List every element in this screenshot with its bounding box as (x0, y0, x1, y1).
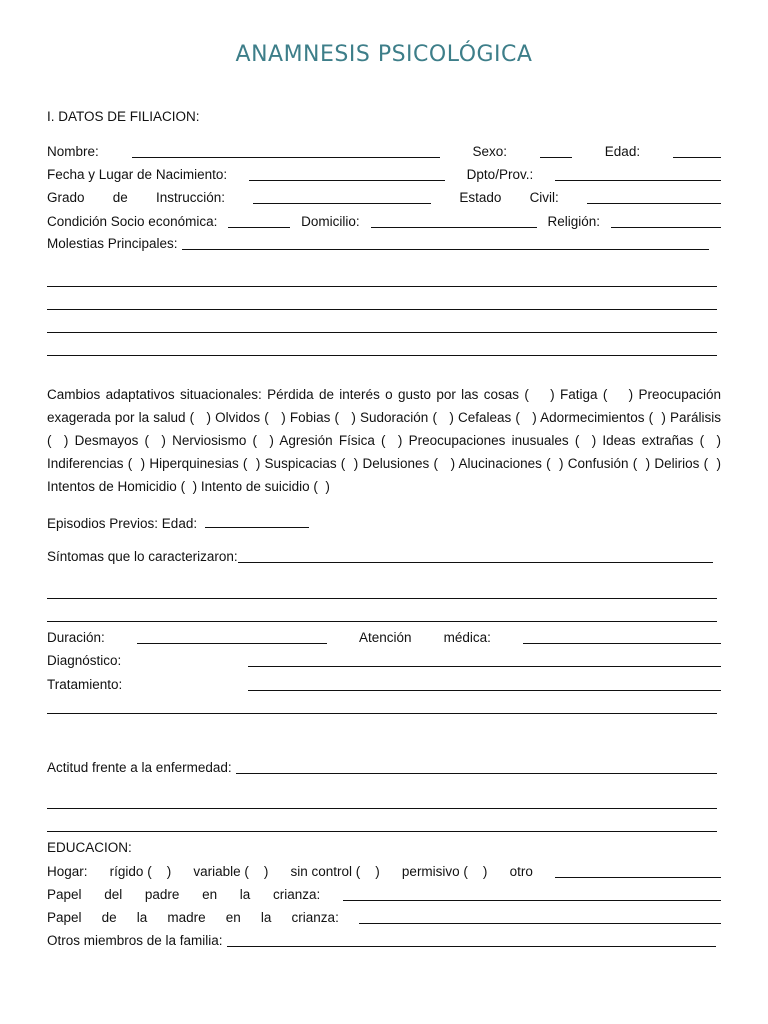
field-episodios-edad[interactable] (205, 514, 309, 528)
label-atencion: Atención (358, 630, 412, 645)
row-sintomas (47, 549, 713, 564)
row-otros-miembros (47, 933, 716, 948)
label-domicilio: Domicilio: (301, 214, 360, 229)
field-dpto-prov[interactable] (555, 167, 721, 181)
row-duracion (47, 630, 721, 645)
label-medica: médica: (443, 630, 491, 645)
label-duracion: Duración: (47, 630, 105, 645)
section-educacion: EDUCACION: (47, 840, 132, 855)
word: de (101, 910, 117, 925)
label-sexo: Sexo: (472, 144, 508, 159)
field-papel-madre[interactable] (359, 910, 721, 924)
row-grado-instruccion (47, 190, 721, 205)
option-permisivo[interactable]: permisivo ( ) (401, 864, 488, 879)
field-instruccion[interactable] (253, 190, 431, 204)
cambios-adaptativos-paragraph: Cambios adaptativos situacionales: Pérdida de interés o gusto por las cosas ( ) Fatiga ( ) Preocupación exagerada por la salud ( ) Olvidos ( ) Fobias ( ) Sudoración ( ) Cefaleas ( ) Adormecimientos ( ) Parálisis ( ) Desmayos ( ) Nerviosismo ( ) Agresión Física ( ) Preocupaciones inusuales ( ) Ideas extrañas ( ) Indiferencias ( ) Hiperquinesias ( ) Suspicacias ( ) Delusiones ( ) Alucinaciones ( ) Confusión ( ) Delirios ( ) Intentos de Homicidio ( ) Intento de suicidio ( ) (47, 387, 721, 494)
label-condicion: Condición Socio económica: (47, 214, 218, 229)
field-atencion-medica[interactable] (523, 630, 721, 644)
option-rigido[interactable]: rígido ( ) (109, 864, 172, 879)
word: la (136, 910, 148, 925)
field-molestias[interactable] (182, 236, 709, 250)
field-tratamiento[interactable] (248, 677, 721, 691)
option-otro[interactable]: otro (509, 864, 533, 879)
blank-line[interactable] (47, 309, 717, 310)
section-datos-filiacion: I. DATOS DE FILIACION: (47, 109, 200, 124)
blank-line[interactable] (47, 621, 717, 622)
blank-line[interactable] (47, 332, 717, 333)
word: en (225, 910, 241, 925)
blank-line[interactable] (47, 598, 717, 599)
word: del (104, 887, 123, 902)
word: crianza: (272, 887, 321, 902)
word: padre (144, 887, 180, 902)
label-sintomas: Síntomas que lo caracterizaron: (47, 549, 238, 564)
field-hogar-otro[interactable] (555, 864, 721, 878)
word: la (239, 887, 251, 902)
label-dpto-prov: Dpto/Prov.: (466, 167, 534, 182)
field-nombre[interactable] (132, 144, 440, 158)
field-edad[interactable] (673, 144, 721, 158)
blank-line[interactable] (47, 831, 717, 832)
blank-line[interactable] (47, 286, 717, 287)
label-hogar: Hogar: (47, 864, 88, 879)
row-papel-padre (47, 887, 721, 902)
word: en (202, 887, 218, 902)
label-episodios: Episodios Previos: Edad: (47, 516, 198, 531)
row-molestias (47, 236, 709, 251)
label-actitud: Actitud frente a la enfermedad: (47, 760, 232, 775)
field-otros-miembros[interactable] (227, 933, 716, 947)
row-diagnostico (47, 653, 721, 668)
field-diagnostico[interactable] (248, 653, 721, 667)
field-fecha-nacimiento[interactable] (249, 167, 445, 181)
label-edad: Edad: (604, 144, 641, 159)
row-papel-madre (47, 910, 721, 925)
row-nombre (47, 144, 721, 159)
field-papel-padre[interactable] (343, 887, 721, 901)
document-title: ANAMNESIS PSICOLÓGICA (235, 42, 533, 67)
row-condicion (47, 214, 721, 229)
word: Papel (47, 910, 82, 925)
label-grado: Grado (47, 190, 85, 205)
blank-line[interactable] (47, 355, 717, 356)
word: madre (167, 910, 206, 925)
label-estado: Estado (459, 190, 502, 205)
field-domicilio[interactable] (371, 214, 537, 228)
row-actitud (47, 760, 717, 775)
word: la (260, 910, 272, 925)
row-hogar (47, 864, 721, 879)
label-civil: Civil: (529, 190, 559, 205)
field-duracion[interactable] (137, 630, 327, 644)
label-religion: Religión: (547, 214, 601, 229)
field-sintomas[interactable] (238, 549, 713, 563)
field-condicion[interactable] (228, 214, 290, 228)
label-de: de (112, 190, 128, 205)
blank-line[interactable] (47, 808, 717, 809)
field-actitud[interactable] (236, 760, 717, 774)
label-fecha-nacimiento: Fecha y Lugar de Nacimiento: (47, 167, 228, 182)
option-variable[interactable]: variable ( ) (193, 864, 269, 879)
blank-line[interactable] (47, 713, 717, 714)
field-estado-civil[interactable] (587, 190, 721, 204)
label-otros-miembros: Otros miembros de la familia: (47, 933, 223, 948)
label-nombre: Nombre: (47, 144, 99, 159)
option-sin-control[interactable]: sin control ( ) (290, 864, 380, 879)
word: Papel (47, 887, 82, 902)
label-instruccion: Instrucción: (155, 190, 225, 205)
row-episodios (47, 514, 309, 531)
row-tratamiento (47, 677, 721, 692)
label-diagnostico: Diagnóstico: (47, 653, 122, 668)
word: crianza: (291, 910, 339, 925)
row-fecha (47, 167, 721, 182)
label-molestias: Molestias Principales: (47, 236, 178, 251)
field-sexo[interactable] (540, 144, 572, 158)
field-religion[interactable] (611, 214, 721, 228)
label-tratamiento: Tratamiento: (47, 677, 123, 692)
